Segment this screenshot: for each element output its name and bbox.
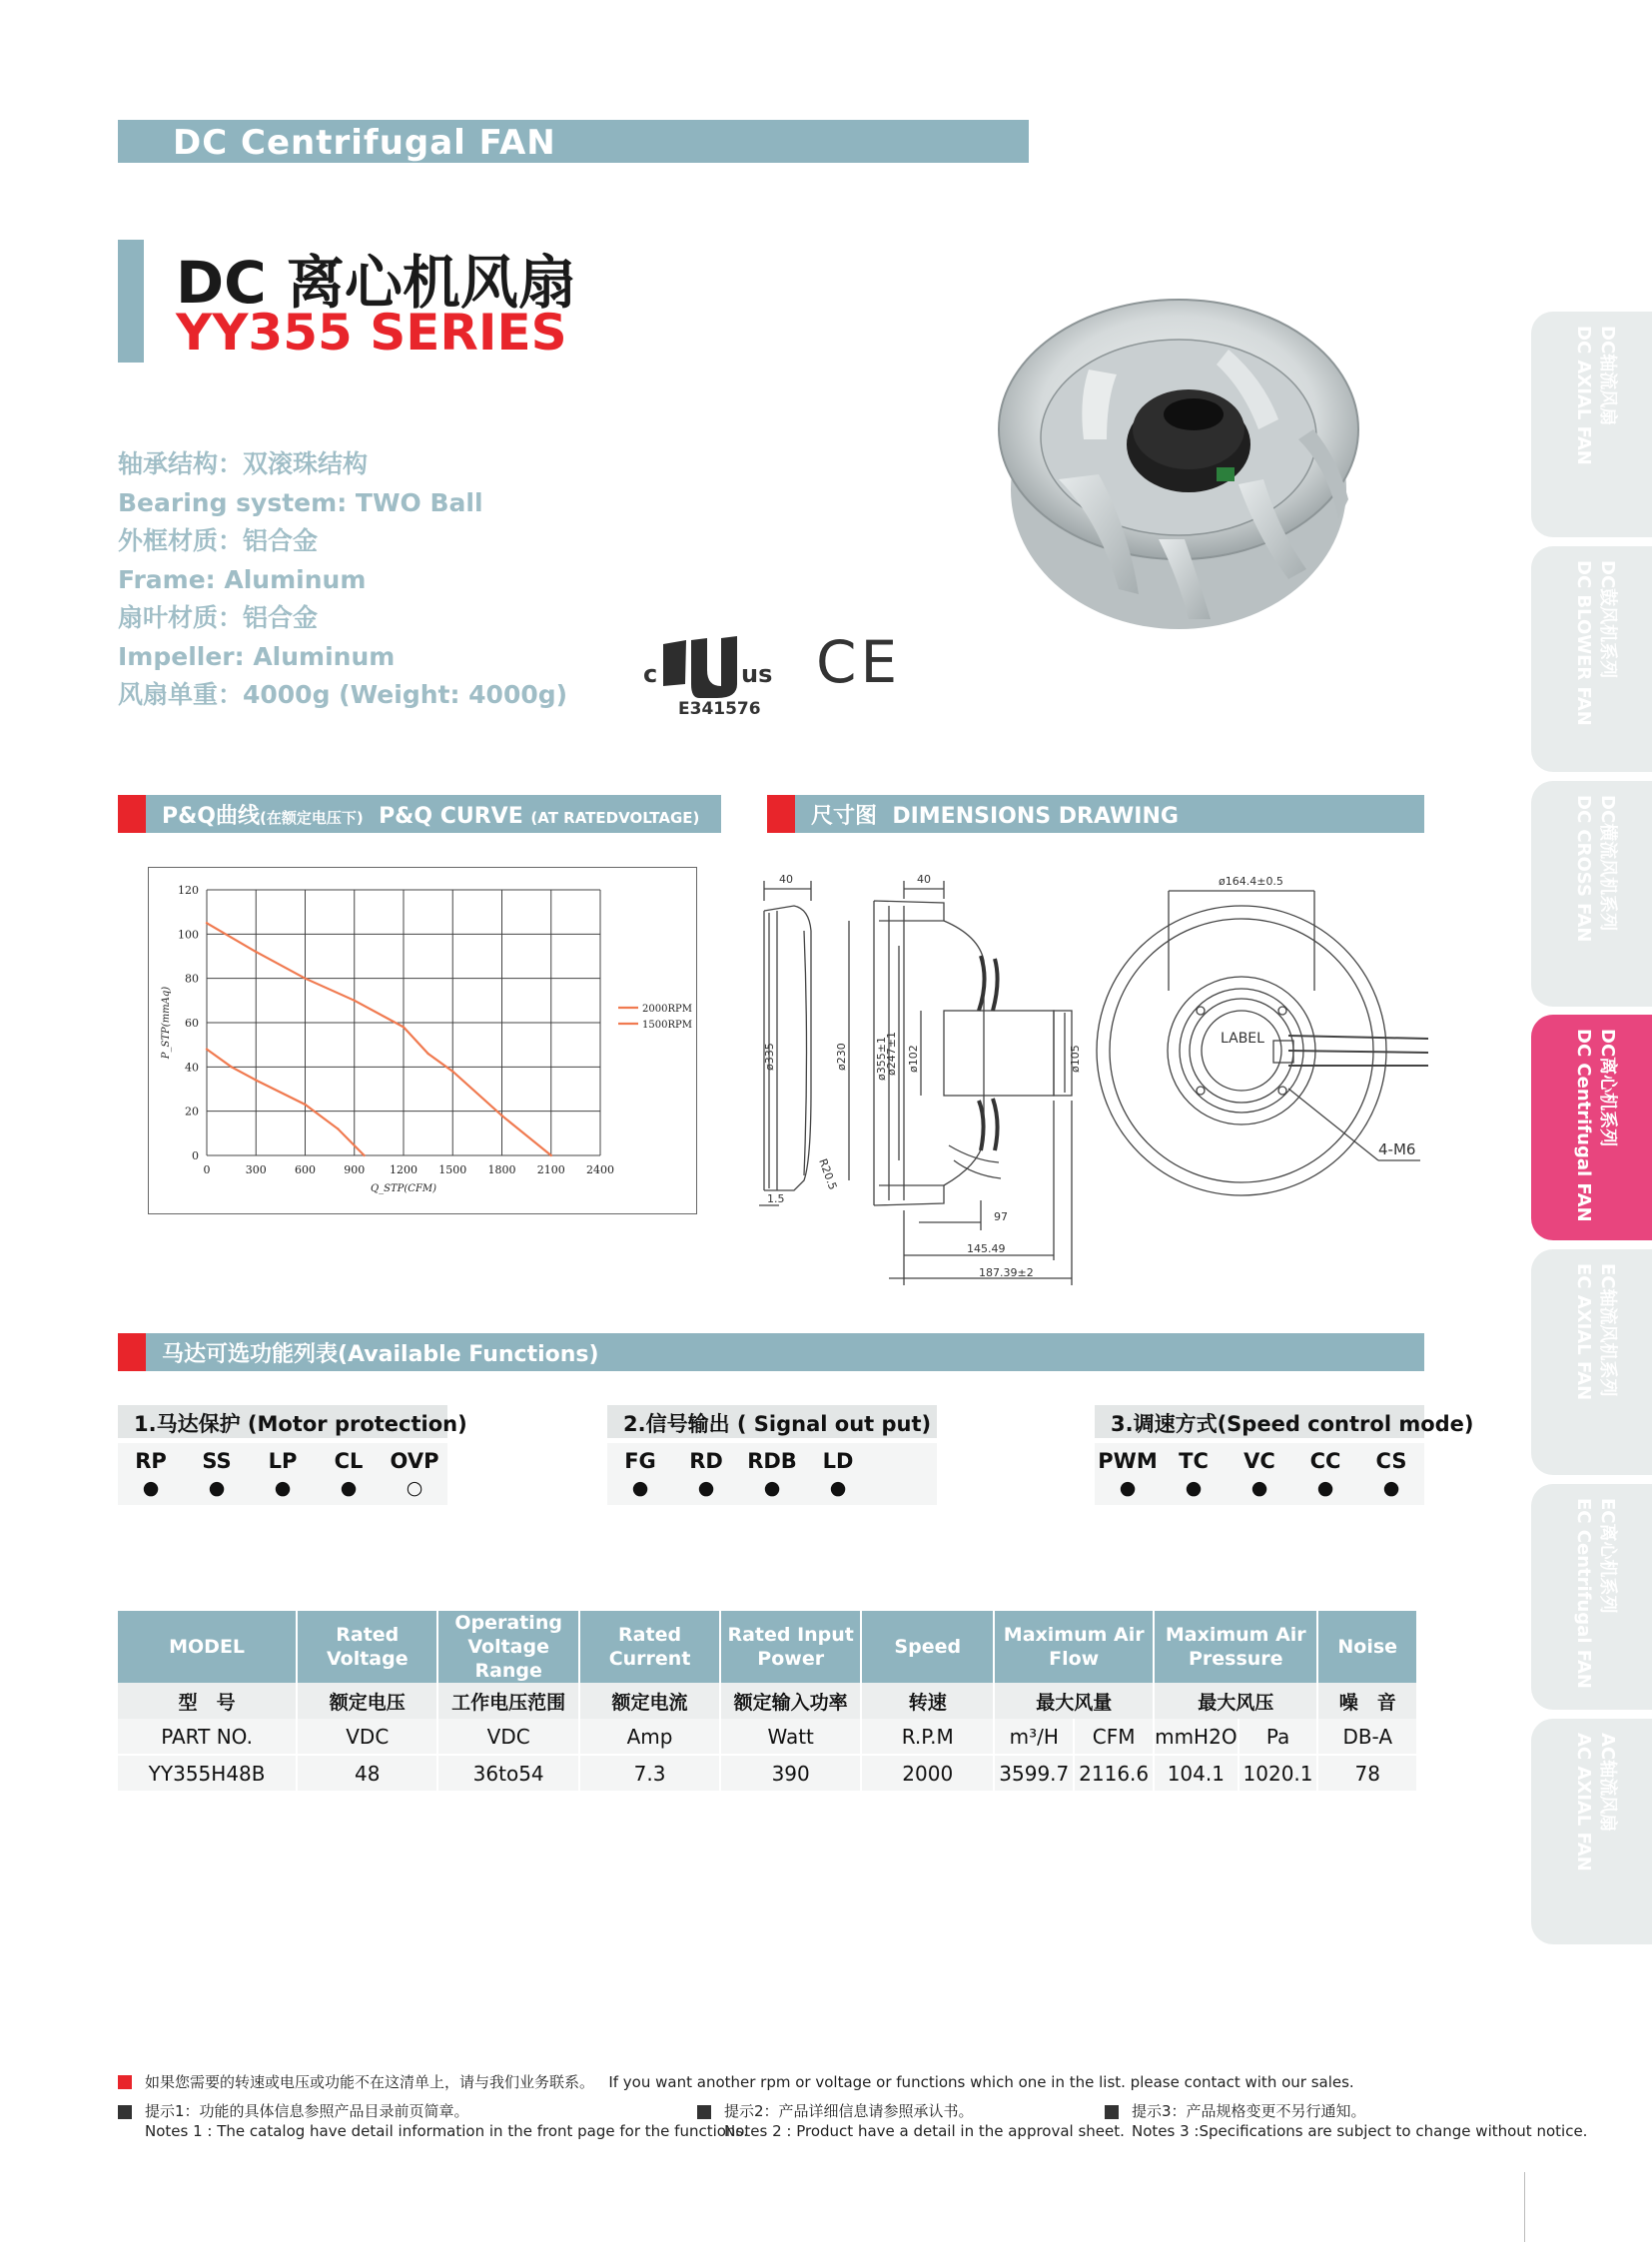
table-header-cn-row [118,1683,1417,1719]
side-tab-en: EC Centrifugal FAN [1573,1498,1594,1689]
series-title: YY355 SERIES [176,304,567,362]
data-point [337,1127,339,1129]
col-cn-rated-current: 额定电流 [579,1683,720,1719]
unit-m3h: m³/H [994,1719,1074,1755]
note-1-cn: 提示1：功能的具体信息参照产品目录前页简章。 [145,2102,469,2120]
note-2-en: Notes 2 : Product have a detail in the approval sheet. [724,2122,1125,2140]
data-point [304,977,306,979]
function-mark: ● [697,1477,715,1499]
data-point [304,1104,306,1106]
function-label: FG [624,1449,656,1473]
function-item [739,1443,805,1505]
function-group-title: 2.信号输出 ( Signal out put) [607,1405,937,1438]
side-tab-text [1571,1029,1619,1228]
certification-marks [641,624,921,724]
functions-header [118,1333,1424,1371]
spec-impeller-cn: 扇叶材质：铝合金 [118,603,319,632]
col-cn-rated-voltage: 额定电压 [297,1683,437,1719]
y-tick-label: 120 [178,884,199,897]
side-tab-text [1571,1733,1619,1932]
table-row [118,1755,1417,1791]
pq-curve-header [118,795,721,833]
x-tick-label: 0 [203,1163,211,1176]
data-point [255,1079,257,1081]
note-2-cn: 提示2：产品详细信息请参照承认书。 [724,2102,974,2120]
y-tick-label: 20 [185,1105,199,1119]
col-rated-voltage: Rated Voltage [297,1611,437,1683]
dim-164: ø164.4±0.5 [1219,875,1283,888]
function-label: PWM [1098,1449,1158,1473]
x-tick-label: 1200 [390,1163,417,1176]
function-mark: ● [142,1477,160,1499]
side-tab-text [1571,795,1619,995]
note-1 [145,2101,748,2141]
x-tick-label: 2100 [536,1163,565,1176]
dim-187: 187.39±2 [979,1266,1034,1279]
function-mark: ● [1185,1477,1203,1499]
note3-marker [1105,2105,1119,2119]
ul-c-mark: c [643,660,658,688]
function-mark: ● [1250,1477,1268,1499]
x-tick-label: 2400 [586,1163,614,1176]
function-mark: ● [829,1477,847,1499]
function-mark: ● [340,1477,358,1499]
side-tab-5[interactable] [1531,1249,1652,1475]
legend-label: 1500RPM [642,1020,692,1031]
function-item [607,1443,673,1505]
function-label: LP [268,1449,298,1473]
data-point [354,1000,356,1002]
data-point [255,951,257,953]
dim-r20: R20.5 [816,1156,840,1192]
note-1-en: Notes 1 : The catalog have detail information in the front page for the functions. [145,2122,749,2140]
col-speed: Speed [861,1611,994,1683]
col-air-flow: Maximum Air Flow [994,1611,1154,1683]
ul-us-mark: us [741,660,773,688]
function-group-title: 3.调速方式(Speed control mode) [1095,1405,1424,1438]
dim-40-mid: 40 [917,873,931,886]
dim-335: ø335 [763,1043,776,1071]
x-tick-label: 1800 [487,1163,516,1176]
unit-mmh2o: mmH2O [1154,1719,1238,1755]
function-label: RD [689,1449,723,1473]
cell-airflow-m3h: 3599.7 [994,1755,1074,1791]
function-label: OVP [390,1449,439,1473]
dim-97: 97 [994,1210,1008,1223]
series-line-1500RPM [207,1050,365,1155]
function-group-title: 1.马达保护 (Motor protection) [118,1405,447,1438]
cell-pressure-mmh2o: 104.1 [1154,1755,1238,1791]
col-cn-speed: 转速 [861,1683,994,1719]
side-tab-text [1571,560,1619,760]
function-item [184,1443,250,1505]
function-label: SS [202,1449,232,1473]
top-banner [118,120,1029,163]
table-header-row [118,1611,1417,1683]
function-mark: ● [1316,1477,1334,1499]
function-row [607,1443,937,1505]
side-tab-en: DC AXIAL FAN [1573,326,1594,465]
pq-header-cn-small: (在额定电压下) [260,809,364,827]
side-tab-en: DC CROSS FAN [1573,795,1594,943]
side-tab-7[interactable] [1531,1719,1652,1944]
function-mark: ● [274,1477,292,1499]
col-cn-operating-range: 工作电压范围 [437,1683,579,1719]
dim-230: ø230 [835,1043,848,1071]
function-label: LD [822,1449,854,1473]
data-point [403,1026,405,1028]
data-point [426,1053,428,1055]
cell-speed: 2000 [861,1755,994,1791]
pq-header-en-small: (AT RATEDVOLTAGE) [530,809,700,827]
function-mark: ● [208,1477,226,1499]
x-tick-label: 1500 [438,1163,467,1176]
unit-part-no: PART NO. [118,1719,297,1755]
dimensions-header [767,795,1424,833]
col-rated-power: Rated Input Power [720,1611,861,1683]
side-tab-1[interactable] [1531,312,1652,537]
side-tab-3[interactable] [1531,781,1652,1007]
pq-chart [149,868,695,1212]
side-tab-cn: DC轴流风扇 [1597,326,1618,426]
function-item [382,1443,447,1505]
function-item [316,1443,382,1505]
footer-main-cn: 如果您需要的转速或电压或功能不在这清单上，请与我们业务联系。 [145,2073,595,2091]
cell-rated-power: 390 [720,1755,861,1791]
spec-bearing-en: Bearing system: TWO Ball [118,487,483,517]
note-3 [1132,2101,1587,2141]
cell-airflow-cfm: 2116.6 [1074,1755,1154,1791]
function-mark: ● [763,1477,781,1499]
unit-rpm: R.P.M [861,1719,994,1755]
side-tab-cn: DC离心机系列 [1597,1029,1618,1147]
dim-4-m6: 4-M6 [1378,1140,1416,1158]
x-tick-label: 900 [344,1163,366,1176]
col-model: MODEL [118,1611,297,1683]
y-tick-label: 100 [178,928,199,942]
spec-frame-cn: 外框材质：铝合金 [118,526,319,555]
spec-impeller-en: Impeller: Aluminum [118,641,396,671]
data-point [230,1066,232,1068]
legend-label: 2000RPM [642,1004,692,1015]
side-tab-text [1571,1498,1619,1698]
y-tick-label: 60 [185,1017,199,1030]
col-rated-current: Rated Current [579,1611,720,1683]
cell-noise: 78 [1317,1755,1417,1791]
dim-1-5: 1.5 [767,1192,785,1205]
banner-title: DC Centrifugal FAN [173,123,556,163]
side-tab-en: DC BLOWER FAN [1573,560,1594,726]
data-point [451,1071,453,1073]
side-tab-en: EC AXIAL FAN [1573,1263,1594,1401]
unit-cfm: CFM [1074,1719,1154,1755]
col-cn-air-flow: 最大风量 [994,1683,1154,1719]
function-label: TC [1179,1449,1209,1473]
note-2 [724,2101,1125,2141]
side-tab-cn: DC鼓风机系列 [1597,560,1618,679]
function-row [1095,1443,1424,1505]
x-tick-label: 300 [245,1163,267,1176]
function-mark: ● [1119,1477,1137,1499]
note-3-cn: 提示3：产品规格变更不另行通知。 [1132,2102,1366,2120]
function-item [250,1443,316,1505]
function-mark: ● [1382,1477,1400,1499]
pq-chart-frame [148,867,697,1214]
function-item [1095,1443,1161,1505]
page-title: DC 离心机风扇 [176,249,576,317]
spec-list [118,445,567,715]
col-noise: Noise [1317,1611,1417,1683]
table-unit-row [118,1719,1417,1755]
side-tab-cn: AC轴流风扇 [1597,1733,1618,1833]
title-accent-bar [118,240,144,363]
data-point [550,1154,552,1156]
data-point [500,1115,502,1117]
dim-header-en: DIMENSIONS DRAWING [892,804,1179,829]
fan-product-image [989,290,1368,649]
dim-label: LABEL [1221,1031,1264,1047]
dim-247: ø247±1 [885,1032,898,1076]
col-cn-model: 型 号 [118,1683,297,1719]
cell-model: YY355H48B [118,1755,297,1791]
dim-header-cn: 尺寸图 [811,804,878,829]
footer-main-en: If you want another rpm or voltage or functions which one in the list. please contact with our sales. [608,2073,1354,2091]
function-item [1161,1443,1227,1505]
data-point [206,922,208,924]
side-tab-en: AC AXIAL FAN [1573,1733,1594,1871]
side-tab-4[interactable] [1531,1015,1652,1240]
y-tick-label: 0 [192,1149,199,1162]
y-axis-label: P_STP(mmAq) [161,986,172,1060]
side-tab-text [1571,1263,1619,1463]
x-tick-label: 600 [295,1163,316,1176]
note-3-en: Notes 3 :Specifications are subject to change without notice. [1132,2122,1588,2140]
col-air-pressure: Maximum Air Pressure [1154,1611,1317,1683]
side-tab-cn: EC轴流风机系列 [1597,1263,1618,1397]
data-point [363,1154,365,1156]
cell-operating-range: 36to54 [437,1755,579,1791]
series-line-2000RPM [207,923,551,1155]
function-item [1358,1443,1424,1505]
pq-header-en: P&Q CURVE [379,804,523,829]
function-label: CS [1375,1449,1407,1473]
side-tab-cn: DC横流风机系列 [1597,795,1618,932]
dim-105: ø105 [1069,1045,1082,1073]
function-group-3 [1095,1405,1474,1505]
functions-header-text: 马达可选功能列表(Available Functions) [162,1342,599,1367]
function-item [673,1443,739,1505]
dim-355: ø355±1 [875,1037,888,1081]
function-group-2 [607,1405,937,1505]
spec-weight: 风扇单重：4000g (Weight: 4000g) [118,680,568,709]
side-tab-en: DC Centrifugal FAN [1573,1029,1594,1222]
footer-main-note [145,2072,1354,2092]
spec-frame-en: Frame: Aluminum [118,564,367,594]
footer-red-marker [118,2075,132,2089]
function-group-1 [118,1405,467,1505]
function-item [1292,1443,1358,1505]
spec-bearing-cn: 轴承结构：双滚珠结构 [118,449,369,478]
function-label: VC [1243,1449,1275,1473]
ul-r-icon [663,636,737,698]
col-cn-rated-power: 额定输入功率 [720,1683,861,1719]
y-tick-label: 80 [185,972,199,986]
function-label: RDB [747,1449,797,1473]
dim-40-left: 40 [779,873,793,886]
function-label: RP [135,1449,167,1473]
unit-vdc-range: VDC [437,1719,579,1755]
unit-watt: Watt [720,1719,861,1755]
dim-145: 145.49 [967,1242,1006,1255]
page-divider [1524,2172,1525,2242]
ce-mark: CE [816,628,902,696]
function-label: CC [1309,1449,1341,1473]
side-tab-2[interactable] [1531,546,1652,772]
function-item [805,1443,871,1505]
cell-rated-current: 7.3 [579,1755,720,1791]
unit-vdc: VDC [297,1719,437,1755]
pq-header-cn: P&Q曲线 [162,804,261,829]
dimensions-drawing [749,861,1438,1300]
cell-rated-voltage: 48 [297,1755,437,1791]
function-mark: ○ [406,1477,423,1499]
function-item [1227,1443,1292,1505]
note2-marker [697,2105,711,2119]
unit-dba: DB-A [1317,1719,1417,1755]
side-tab-cn: EC离心机系列 [1597,1498,1618,1614]
function-row [118,1443,447,1505]
side-tab-6[interactable] [1531,1484,1652,1710]
x-axis-label: Q_STP(CFM) [370,1183,437,1194]
dim-102: ø102 [907,1045,920,1073]
function-label: CL [334,1449,364,1473]
ul-file-number: E341576 [678,699,761,719]
unit-amp: Amp [579,1719,720,1755]
unit-pa: Pa [1239,1719,1318,1755]
col-operating-range: Operating Voltage Range [437,1611,579,1683]
col-cn-air-pressure: 最大风压 [1154,1683,1317,1719]
cell-pressure-pa: 1020.1 [1239,1755,1318,1791]
note1-marker [118,2105,132,2119]
y-tick-label: 40 [185,1061,199,1075]
col-cn-noise: 噪 音 [1317,1683,1417,1719]
spec-table [118,1611,1418,1791]
data-point [206,1048,208,1050]
function-item [118,1443,184,1505]
side-tab-text [1571,326,1619,525]
function-mark: ● [631,1477,649,1499]
